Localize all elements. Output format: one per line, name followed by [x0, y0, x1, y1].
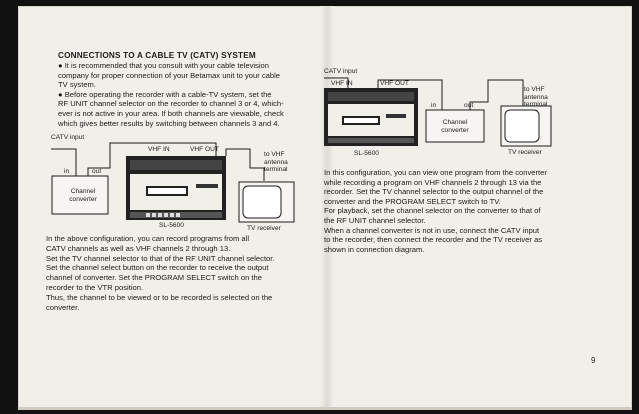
manual-page-spread — [18, 6, 632, 410]
tv-receiver-label: TV receiver — [247, 225, 281, 232]
text-line: to the recorder, then connect the recorder and the TV receiver as — [324, 235, 543, 245]
vhf-in-label: VHF IN — [148, 146, 170, 153]
text-line: converter. — [46, 302, 80, 312]
recorder-model-label: SL-5600 — [159, 222, 184, 229]
text-line: Thus, the channel to be viewed or to be recorded is selected on the — [46, 292, 273, 302]
text-line: Set the channel select button on the recorder to receive the output — [46, 263, 269, 273]
right-tv-receiver-label: TV receiver — [508, 149, 542, 156]
text-line: Set the TV channel selector to that of the RF UNIT channel selector. — [46, 253, 275, 263]
right-recorder-model-label: SL-5600 — [354, 150, 379, 157]
text-line: For playback, set the channel selector on the converter to that of — [324, 206, 541, 216]
text-line: while recording a program on VHF channels 2 through 13 via the — [324, 177, 542, 187]
page-number: 9 — [591, 356, 596, 365]
right-converter-label: Channel converter — [441, 119, 469, 134]
text-line: ● It is recommended that you consult with your cable television — [58, 61, 269, 70]
text-line: When a channel converter is not in use, connect the CATV input — [324, 225, 540, 235]
converter-label: Channel converter — [69, 188, 97, 203]
text-line: recorder to the VTR position. — [46, 283, 144, 292]
right-converter-out-label: out — [464, 102, 474, 109]
text-line: company for proper connection of your Betamax unit to your cable — [58, 70, 281, 80]
vhf-out-label: VHF OUT — [190, 146, 219, 153]
catv-input-label: CATV input — [51, 134, 85, 141]
text-line: converter and the PROGRAM SELECT switch to TV. — [324, 196, 501, 206]
right-to-vhf-label: to VHF antenna terminal — [524, 86, 548, 109]
text-line: shown in connection diagram. — [324, 244, 425, 254]
right-vhf-out-label: VHF OUT — [380, 80, 409, 87]
right-recorder-illustration — [324, 88, 418, 146]
text-line: the RF UNIT channel selector. — [324, 216, 426, 225]
text-line: RF UNIT channel selector on the recorder to channel 3 or 4, which- — [58, 99, 284, 109]
text-line: CATV channels as well as VHF channels 2 through 13. — [46, 243, 231, 253]
text-line: recorder. Set the TV channel selector to the output channel of the — [324, 187, 544, 197]
section-heading: CONNECTIONS TO A CABLE TV (CATV) SYSTEM — [58, 51, 256, 60]
text-line: In the above configuration, you can record programs from all — [46, 234, 250, 243]
converter-in-label: in — [64, 168, 70, 175]
text-line: channel of converter. Set the PROGRAM SELECT switch on the — [46, 273, 262, 283]
text-line: TV system. — [58, 80, 96, 90]
text-line: ever is not active in your area. If both channels are viewable, check — [58, 109, 284, 118]
to-vhf-label: to VHF antenna terminal — [264, 151, 288, 174]
text-line: which gives better results by switching between channels 3 and 4. — [58, 118, 280, 128]
right-vhf-in-label: VHF IN — [331, 80, 353, 87]
text-line: In this configuration, you can view one program from the converter — [324, 168, 547, 177]
text-line: ● Before operating the recorder with a cable-TV system, set the — [58, 89, 272, 99]
right-converter-in-label: in — [431, 102, 437, 109]
right-catv-input-label: CATV input — [324, 68, 358, 75]
converter-out-label: out — [92, 168, 102, 175]
